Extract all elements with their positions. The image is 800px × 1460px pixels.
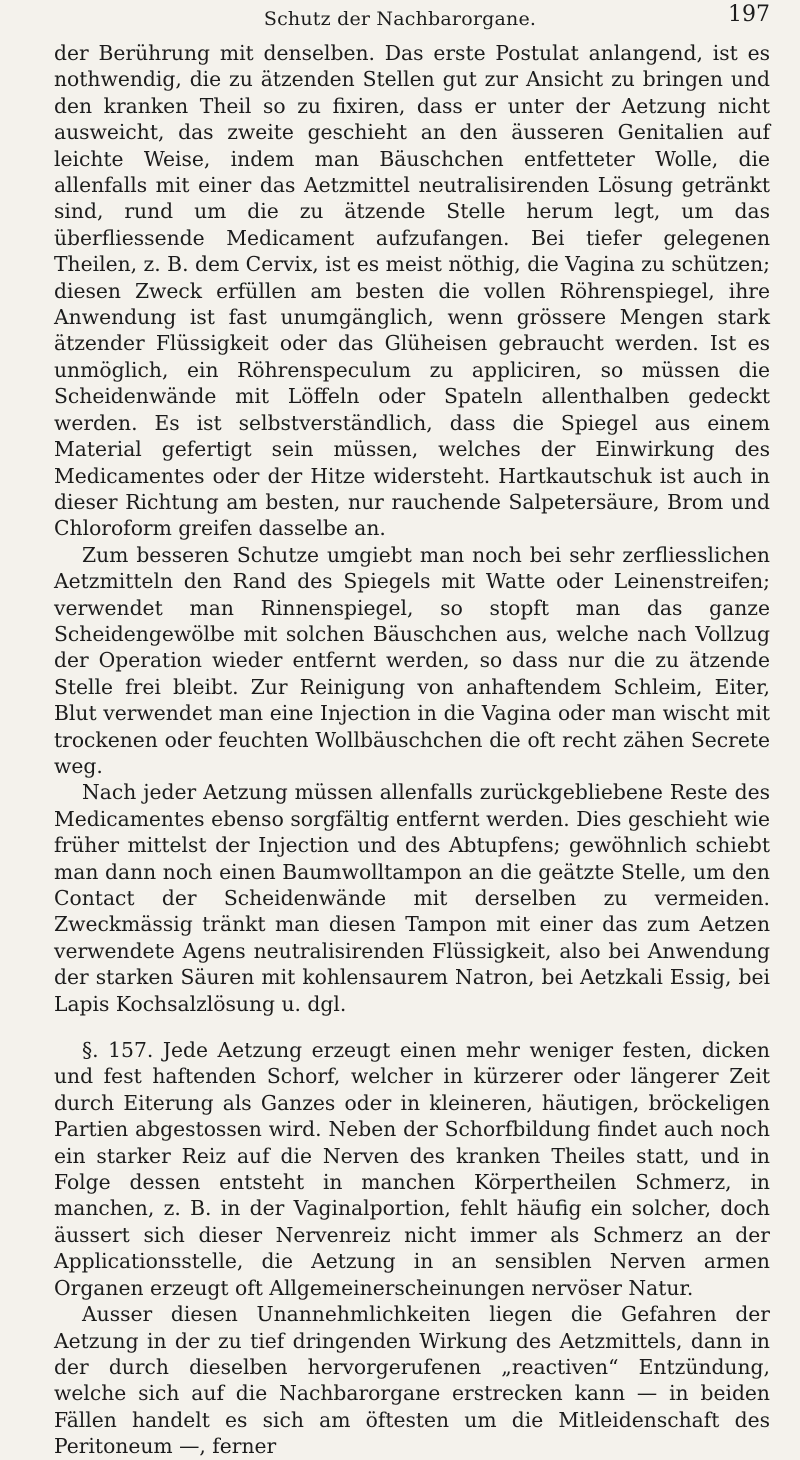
paragraph-dangers: Ausser diesen Unannehmlichkeiten liegen die Gefahren der Aetzung in der zu tief dringenden Wirkung des Aetzmittels, dann in der durch dieselben hervorgerufenen „reactiven“ Entzündung, welche sich auf die Nachbarorgane erstrecken kann — in beiden Fällen handelt es sich am öftesten um die Mitleidenschaft des Peritoneum —, ferner bbox=[54, 1302, 770, 1459]
body-text bbox=[54, 40, 770, 1460]
running-head bbox=[0, 0, 800, 40]
section-157: §. 157. Jede Aetzung erzeugt einen mehr weniger festen, dicken und fest haftenden Schorf, welcher in kürzerer oder längerer Zeit durch Eiterung als Ganzes oder in kleineren, häutigen, bröckeligen Partien abgestossen wird. Neben der Schorfbildung findet auch noch ein starker Reiz auf die Nerven des kranken Theiles statt, und in Folge dessen entsteht in manchen Körpertheilen Schmerz, in manchen, z. B. in der Vaginalportion, fehlt häufig ein solcher, doch äussert sich dieser Nervenreiz nicht immer als Schmerz an der Applicationsstelle, die Aetzung in an sensiblen Nerven armen Organen erzeugt oft Allgemeinerscheinungen nervöser Natur. bbox=[54, 1038, 770, 1300]
paragraph-continuation: der Berührung mit denselben. Das erste Postulat anlangend, ist es nothwendig, die zu ätzenden Stellen gut zur Ansicht zu bringen und den kranken Theil so zu fixiren, dass er unter der Aetzung nicht ausweicht, das zweite geschieht an den äusseren Genitalien auf leichte Weise, indem man Bäuschchen entfetteter Wolle, die allenfalls mit einer das Aetzmittel neutralisirenden Lösung getränkt sind, rund um die zu ätzende Stelle herum legt, um das überfliessende Medicament aufzufangen. Bei tiefer gelegenen Theilen, z. B. dem Cervix, ist es meist nöthig, die Vagina zu schützen; diesen Zweck erfüllen am besten die vollen Röhrenspiegel, ihre Anwendung ist fast unumgänglich, wenn grössere Mengen stark ätzender Flüssigkeit oder das Glüheisen gebraucht werden. Ist es unmöglich, ein Röhrenspeculum zu appliciren, so müssen die Scheidenwände mit Löffeln oder Spateln allenthalben gedeckt werden. Es ist selbstverständlich, dass die Spiegel aus einem Material gefertigt sein müssen, welches der Einwirkung des Medicamentes oder der Hitze widersteht. Hartkautschuk ist auch in dieser Richtung am besten, nur rauchende Salpetersäure, Brom und Chloroform greifen dasselbe an. bbox=[54, 41, 770, 541]
page-number: 197 bbox=[728, 2, 770, 27]
running-title: Schutz der Nachbarorgane. bbox=[263, 8, 537, 30]
paragraph-protection: Zum besseren Schutze umgiebt man noch bei sehr zerfliesslichen Aetzmitteln den Rand des Spiegels mit Watte oder Leinenstreifen; verwendet man Rinnenspiegel, so stopft man das ganze Scheidengewölbe mit solchen Bäuschchen aus, welche nach Vollzug der Operation wieder entfernt werden, so dass nur die zu ätzende Stelle frei bleibt. Zur Reinigung von anhaftendem Schleim, Eiter, Blut verwendet man eine Injection in die Vagina oder man wischt mit trockenen oder feuchten Wollbäuschchen die oft recht zähen Secrete weg. bbox=[54, 542, 770, 778]
paragraph-aftercare: Nach jeder Aetzung müssen allenfalls zurückgebliebene Reste des Medicamentes ebenso sorgfältig entfernt werden. Dies geschieht wie früher mittelst der Injection und des Abtupfens; gewöhnlich schiebt man dann noch einen Baumwolltampon an die geätzte Stelle, um den Contact der Scheidenwände mit derselben zu vermeiden. Zweckmässig tränkt man diesen Tampon mit einer das zum Aetzen verwendete Agens neutralisirenden Flüssigkeit, also bei Anwendung der starken Säuren mit kohlensaurem Natron, bei Aetzkali Essig, bei Lapis Kochsalzlösung u. dgl. bbox=[54, 780, 770, 1016]
